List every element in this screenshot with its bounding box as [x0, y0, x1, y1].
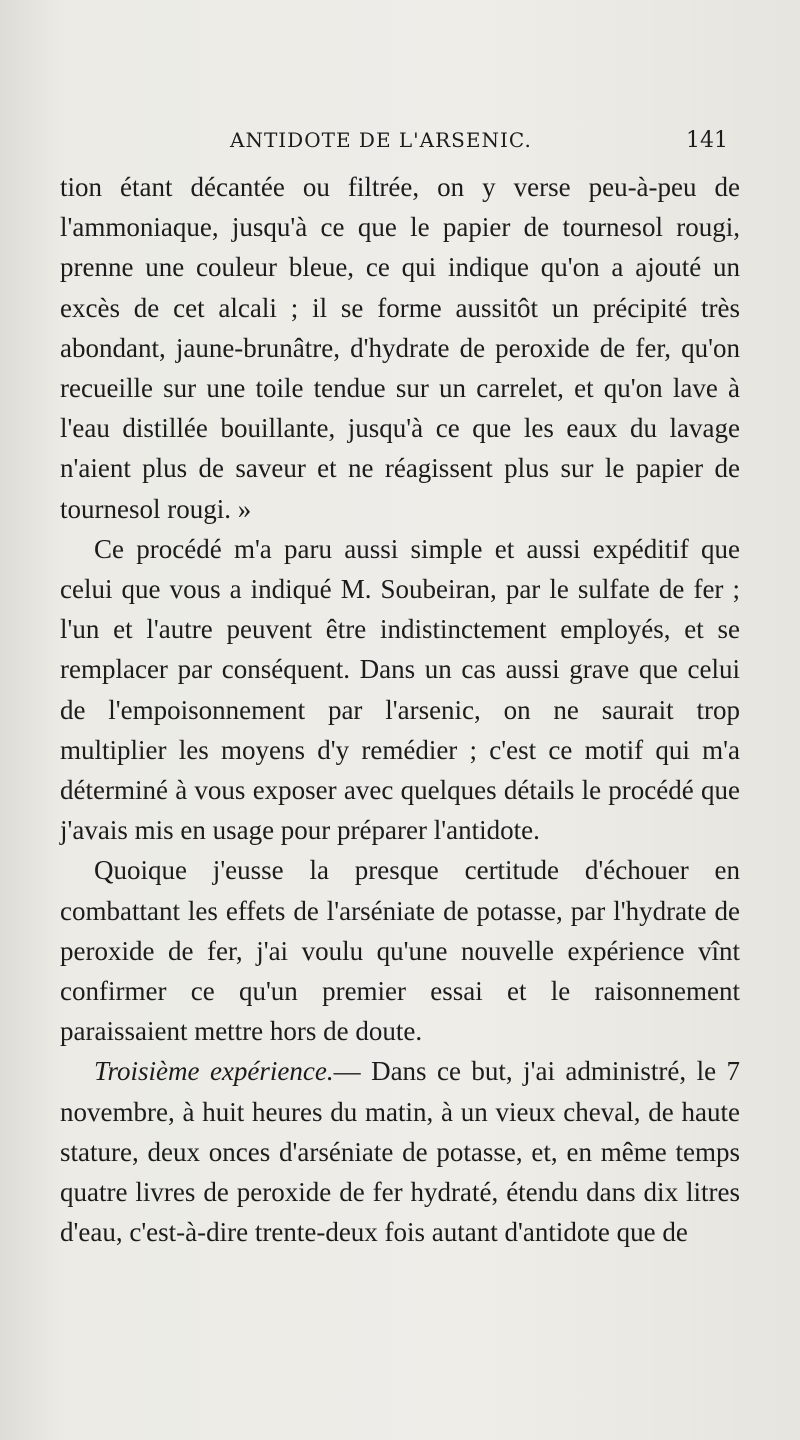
- experiment-heading: Troisième expérience.: [94, 1056, 334, 1087]
- running-title: ANTIDOTE DE L'ARSENIC.: [230, 128, 532, 152]
- body-text: [60, 167, 740, 1252]
- page-header: [60, 128, 740, 164]
- paragraph-continued: tion étant décantée ou filtrée, on y verse peu-à-peu de l'ammoniaque, jusqu'à ce que le papier de tournesol rougi, prenne une couleur bleue, ce qui indique qu'on a ajouté un excès de cet alcali ; il se forme aussitôt un précipité très abondant, jaune-brunâtre, d'hydrate de peroxide de fer, qu'on recueille sur une toile tendue sur un carrelet, et qu'on lave à l'eau distillée bouillante, jusqu'à ce que les eaux du lavage n'aient plus de saveur et ne réagissent plus sur le papier de tournesol rougi. »: [60, 172, 740, 524]
- paragraph: Quoique j'eusse la presque certitude d'échouer en combattant les effets de l'arséniate de potasse, par l'hydrate de peroxide de fer, j'ai voulu qu'une nouvelle expérience vînt confirmer ce qu'un premier essai et le raisonnement paraissaient mettre hors de doute.: [60, 855, 740, 1047]
- page-number: 141: [686, 128, 728, 153]
- experiment-text: — Dans ce but, j'ai administré, le 7 novembre, à huit heures du matin, à un vieux cheval, de haute stature, deux onces d'arséniate de potasse, et, en même temps quatre livres de peroxide de fer hydraté, étendu dans dix litres d'eau, c'est-à-dire trente-deux fois autant d'antidote que de: [60, 1056, 740, 1248]
- paragraph-experiment: [60, 1051, 740, 1252]
- paragraph: Ce procédé m'a paru aussi simple et aussi expéditif que celui que vous a indiqué M. Soubeiran, par le sulfate de fer ; l'un et l'autre peuvent être indistinctement employés, et se remplacer par conséquent. Dans un cas aussi grave que celui de l'empoisonnement par l'arsenic, on ne saurait trop multiplier les moyens d'y remédier ; c'est ce motif qui m'a déterminé à vous exposer avec quelques détails le procédé que j'avais mis en usage pour préparer l'antidote.: [60, 533, 740, 846]
